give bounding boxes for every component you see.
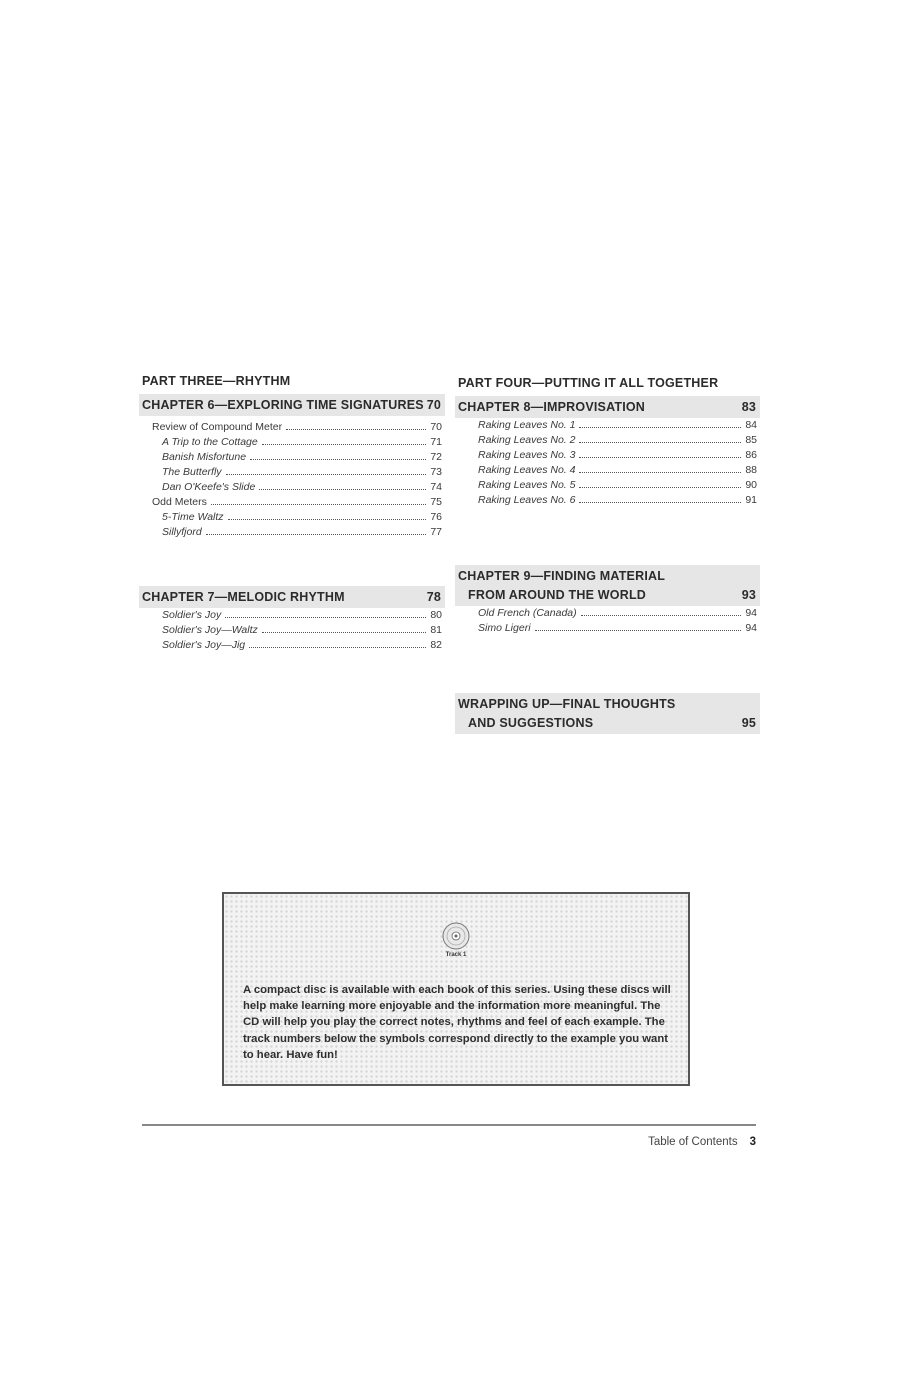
toc-entry-page: 71 [430,436,442,448]
dot-leader [206,526,426,535]
toc-entry-title: Raking Leaves No. 6 [478,494,576,506]
dot-leader [249,639,426,648]
toc-entry[interactable] [152,496,442,511]
toc-entry[interactable] [478,479,757,494]
toc-entry-title: Dan O'Keefe's Slide [162,481,256,493]
toc-entry-page: 70 [430,421,442,433]
toc-entry[interactable] [478,434,757,449]
toc-entry-page: 81 [430,624,442,636]
chapter-6-label: CHAPTER 6—EXPLORING TIME SIGNATURES [142,398,424,412]
chapter-9-label-line2: FROM AROUND THE WORLD [468,588,647,602]
toc-entry-title: Soldier's Joy—Jig [162,639,246,651]
toc-entry-title: Raking Leaves No. 3 [478,449,576,461]
toc-entry-title: Simo Ligeri [478,622,531,634]
toc-entry[interactable] [152,451,442,466]
chapter-8-entries [478,419,757,509]
toc-entry[interactable] [478,449,757,464]
chapter-6-entries [152,421,442,541]
chapter-7-page: 78 [426,590,441,604]
toc-entry-title: Raking Leaves No. 1 [478,419,576,431]
toc-entry[interactable] [152,466,442,481]
dot-leader [211,496,426,505]
dot-leader [262,624,426,633]
toc-entry[interactable] [152,481,442,496]
dot-leader [579,419,741,428]
toc-entry[interactable] [152,624,442,639]
part-four-title: PART FOUR—PUTTING IT ALL TOGETHER [458,376,719,390]
page-number: 3 [749,1136,756,1148]
chapter-8-heading[interactable] [455,396,760,418]
chapter-9-heading[interactable] [455,565,760,606]
dot-leader [579,464,741,473]
toc-entry-page: 75 [430,496,442,508]
toc-entry-title: A Trip to the Cottage [162,436,258,448]
toc-entry-title: 5-Time Waltz [162,511,224,523]
toc-entry[interactable] [152,436,442,451]
toc-entry[interactable] [478,622,757,637]
toc-entry-page: 73 [430,466,442,478]
toc-entry-title: Banish Misfortune [162,451,247,463]
footer-label: Table of Contents [648,1136,738,1148]
cd-track-label: Track 1 [445,952,467,958]
toc-entry-title: Review of Compound Meter [152,421,283,433]
toc-entry-page: 72 [430,451,442,463]
dot-leader [226,466,426,475]
toc-entry-title: Soldier's Joy [162,609,222,621]
chapter-9-entries [478,607,757,637]
cd-info-box [222,892,690,1086]
toc-entry[interactable] [478,419,757,434]
toc-entry-page: 84 [745,419,757,431]
dot-leader [579,434,741,443]
toc-entry-page: 86 [745,449,757,461]
chapter-9-label-line1: CHAPTER 9—FINDING MATERIAL [458,569,666,583]
toc-entry-title: Raking Leaves No. 5 [478,479,576,491]
toc-entry[interactable] [152,526,442,541]
cd-info-text: A compact disc is available with each book of this series. Using these discs will help make learning more enjoyable and the information more meaningful. The CD will help you play the correct notes, rhythms and feel of each example. The track numbers below the symbols correspond directly to the example you want to hear. Have fun! [243,984,671,1061]
dot-leader [286,421,426,430]
dot-leader [579,449,741,458]
dot-leader [579,494,741,503]
chapter-6-heading[interactable] [139,394,445,416]
toc-entry-page: 94 [745,622,757,634]
chapter-9-page: 93 [741,588,756,602]
wrapping-up-label-line2: AND SUGGESTIONS [468,716,594,730]
toc-entry-page: 88 [745,464,757,476]
dot-leader [579,479,741,488]
toc-entry[interactable] [478,494,757,509]
toc-entry-page: 90 [745,479,757,491]
toc-entry-title: Sillyfjord [162,526,202,538]
dot-leader [228,511,426,520]
toc-entry[interactable] [478,607,757,622]
dot-leader [259,481,426,490]
wrapping-up-label-line1: WRAPPING UP—FINAL THOUGHTS [458,697,676,711]
page-footer [648,1136,756,1148]
toc-entry-page: 74 [430,481,442,493]
toc-entry-title: Raking Leaves No. 4 [478,464,576,476]
dot-leader [225,609,426,618]
toc-entry-title: Raking Leaves No. 2 [478,434,576,446]
toc-entry-title: Odd Meters [152,496,207,508]
dot-leader [250,451,426,460]
chapter-8-page: 83 [741,400,756,414]
toc-entry-page: 82 [430,639,442,651]
toc-entry[interactable] [152,639,442,654]
toc-entry-page: 77 [430,526,442,538]
chapter-7-label: CHAPTER 7—MELODIC RHYTHM [142,590,345,604]
part-three-title: PART THREE—RHYTHM [142,374,291,388]
dot-leader [535,622,741,631]
toc-entry-title: The Butterfly [162,466,222,478]
toc-entry-title: Soldier's Joy—Waltz [162,624,258,636]
toc-entry[interactable] [152,421,442,436]
chapter-7-heading[interactable] [139,586,445,608]
toc-entry[interactable] [152,609,442,624]
chapter-6-page: 70 [426,398,441,412]
toc-entry-page: 91 [745,494,757,506]
dot-leader [262,436,426,445]
toc-entry-page: 76 [430,511,442,523]
dot-leader [581,607,741,616]
toc-entry-page: 85 [745,434,757,446]
toc-entry-title: Old French (Canada) [478,607,577,619]
toc-entry-page: 80 [430,609,442,621]
toc-entry[interactable] [478,464,757,479]
compact-disc-icon [442,922,470,950]
footer-divider [142,1124,756,1126]
toc-entry[interactable] [152,511,442,526]
chapter-7-entries [152,609,442,654]
toc-entry-page: 94 [745,607,757,619]
wrapping-up-heading[interactable] [455,693,760,734]
chapter-8-label: CHAPTER 8—IMPROVISATION [458,400,646,414]
wrapping-up-page: 95 [741,716,756,730]
